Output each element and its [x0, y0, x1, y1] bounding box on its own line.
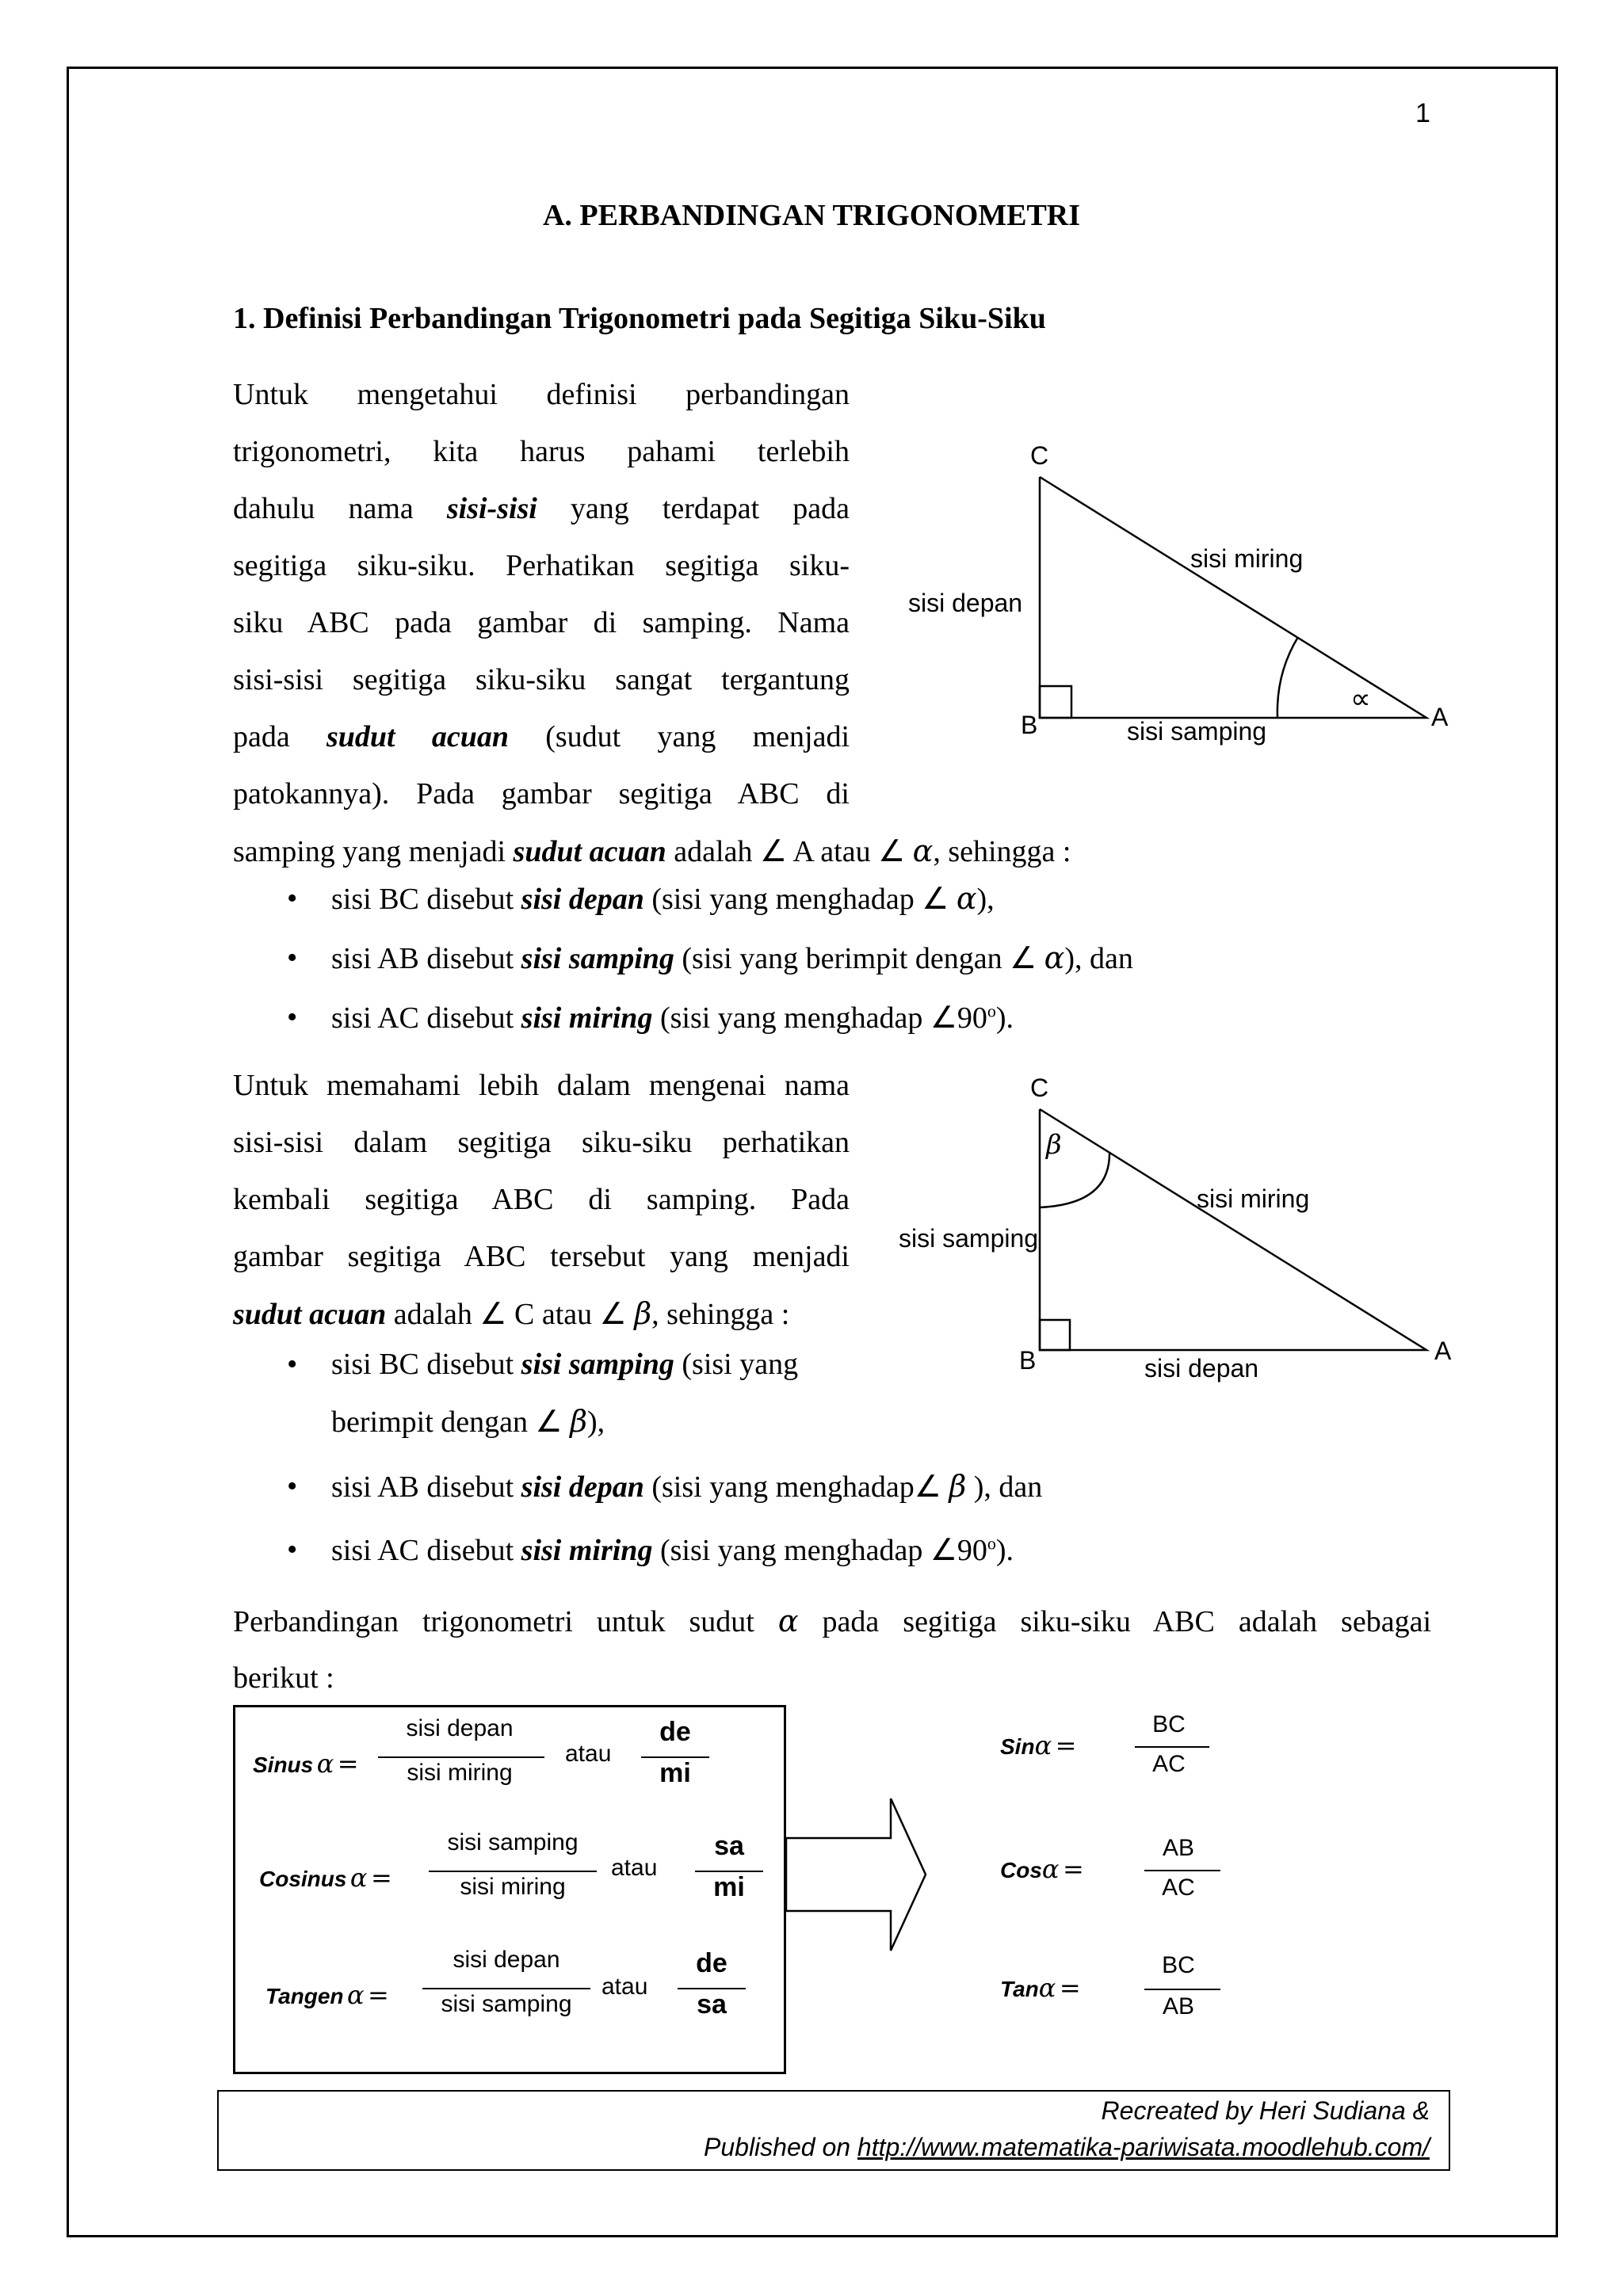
subsection-title: 1. Definisi Perbandingan Trigonometri pada Segitiga Siku-Siku — [233, 302, 1046, 335]
sin-result-numerator: BC — [1152, 1711, 1186, 1737]
vertex-a-label: A — [1431, 703, 1449, 731]
bullet-list-alpha — [287, 881, 1441, 1055]
triangle-abc-beta-diagram — [880, 1070, 1482, 1386]
angle-alpha-arc — [1277, 637, 1298, 718]
bullet-item: • sisi AB disebut sisi samping (sisi yang berimpit dengan ∠ α), dan — [287, 940, 1133, 975]
side-hypotenuse-label: sisi miring — [1197, 1184, 1310, 1213]
side-hypotenuse-label: sisi miring — [1190, 544, 1304, 573]
beta-symbol-icon: β — [1046, 1129, 1062, 1161]
sin-result-denominator: AC — [1152, 1751, 1186, 1777]
angle-beta-arc — [1040, 1154, 1109, 1207]
tangen-label: Tangen α = — [265, 1980, 389, 2010]
footer-published-line: Published on http://www.matematika-pariwisata.moodlehub.com/ — [704, 2133, 1430, 2161]
right-arrow-icon — [786, 1798, 937, 1957]
right-angle-marker — [1040, 1320, 1070, 1350]
vertex-a-label: A — [1434, 1337, 1452, 1365]
tangen-denominator: sisi samping — [441, 1991, 572, 2017]
fraction-bar — [1144, 1870, 1220, 1871]
bullet-item: • sisi BC disebut sisi samping (sisi yang — [287, 1348, 799, 1381]
sin-result-label: Sinα = — [1000, 1730, 1077, 1760]
footer-credit-line: Recreated by Heri Sudiana & — [1101, 2096, 1430, 2125]
sinus-abbr-denominator: mi — [659, 1758, 691, 1788]
footer-website-link[interactable]: http://www.matematika-pariwisata.moodlehub.com/ — [857, 2133, 1430, 2161]
second-paragraph: Untuk memahami lebih dalam mengenai nama sisi-sisi dalam segitiga siku-siku perhatikan kembali segitiga ABC di samping. Pada gambar segitiga ABC tersebut yang menjadi sudut acuan adalah ∠ C atau ∠ β, sehingga : — [233, 1069, 850, 1331]
fraction-bar — [422, 1988, 590, 1989]
tangen-atau: atau — [601, 1974, 648, 2000]
sinus-atau: atau — [565, 1741, 612, 1767]
cosinus-abbr-denominator: mi — [713, 1872, 745, 1902]
cosinus-atau: atau — [611, 1855, 658, 1881]
cos-result-denominator: AC — [1162, 1875, 1195, 1901]
tan-result-denominator: AB — [1162, 1993, 1195, 2019]
vertex-b-label: B — [1021, 711, 1038, 739]
cosinus-denominator: sisi miring — [460, 1874, 566, 1900]
bullet-item: • sisi BC disebut sisi depan (sisi yang menghadap ∠ α), — [287, 881, 995, 916]
fraction-bar — [1144, 1989, 1220, 1990]
triangle-abc-alpha-diagram — [872, 428, 1474, 761]
bullet-item-continuation: berimpit dengan ∠ β), — [331, 1404, 605, 1439]
triangle-outline — [1040, 477, 1426, 718]
footer-credit-box — [217, 2090, 1450, 2171]
page-number: 1 — [1415, 98, 1430, 128]
cosinus-label: Cosinus α = — [259, 1863, 392, 1893]
sinus-numerator: sisi depan — [406, 1715, 514, 1741]
bullet-item: • sisi AC disebut sisi miring (sisi yang menghadap ∠90$^o$). — [287, 1532, 1014, 1567]
section-title: A. PERBANDINGAN TRIGONOMETRI — [542, 199, 1081, 232]
vertex-b-label: B — [1019, 1346, 1037, 1375]
tangen-abbr-denominator: sa — [697, 1989, 727, 2019]
tangen-numerator: sisi depan — [453, 1947, 560, 1973]
vertex-c-label: C — [1030, 1074, 1049, 1102]
cosinus-numerator: sisi samping — [447, 1829, 579, 1855]
side-adjacent-label: sisi samping — [899, 1224, 1039, 1253]
intro-paragraph-end: samping yang menjadi sudut acuan adalah ∠ A atau ∠ α, sehingga : — [233, 833, 1071, 868]
right-angle-marker — [1040, 686, 1071, 718]
tan-result-label: Tanα = — [1000, 1973, 1081, 2003]
bullet-item: • sisi AC disebut sisi miring (sisi yang menghadap ∠90$^o$). — [287, 1000, 1014, 1035]
formula-definitions-box — [233, 1705, 786, 2074]
sinus-abbr-numerator: de — [659, 1717, 691, 1747]
fraction-bar — [429, 1871, 597, 1872]
alpha-symbol-icon: ∝ — [1350, 683, 1371, 715]
third-paragraph: Perbandingan trigonometri untuk sudut α pada segitiga siku-siku ABC adalah sebagai berikut : — [233, 1604, 1431, 1695]
triangle-outline — [1040, 1109, 1426, 1350]
side-adjacent-label: sisi samping — [1127, 717, 1267, 746]
cos-result-label: Cosα = — [1000, 1854, 1084, 1884]
side-opposite-label: sisi depan — [1144, 1354, 1259, 1383]
fraction-bar — [1135, 1746, 1209, 1748]
sinus-denominator: sisi miring — [407, 1760, 513, 1786]
cosinus-abbr-numerator: sa — [714, 1831, 744, 1861]
tangen-abbr-numerator: de — [696, 1948, 727, 1978]
cos-result-numerator: AB — [1162, 1835, 1195, 1861]
bullet-list-beta — [287, 1347, 1441, 1600]
vertex-c-label: C — [1030, 441, 1049, 470]
side-opposite-label: sisi depan — [908, 589, 1023, 617]
tan-result-numerator: BC — [1162, 1952, 1195, 1978]
bullet-item: • sisi AB disebut sisi depan (sisi yang menghadap∠ β ), dan — [287, 1469, 1043, 1504]
sinus-label: Sinus α = — [253, 1749, 359, 1779]
intro-paragraph: Untuk mengetahui definisi perbandingan trigonometri, kita harus pahami terlebih dahulu nama sisi-sisi yang terdapat pada segitiga siku-siku. Perhatikan segitiga siku- siku ABC pada gambar di samping. Nama sisi-sisi segitiga siku-siku sangat tergantung pada sudut acuan (sudut yang menjadi patokannya). Pada gambar segitiga ABC di — [233, 378, 850, 810]
fraction-bar — [378, 1756, 544, 1758]
